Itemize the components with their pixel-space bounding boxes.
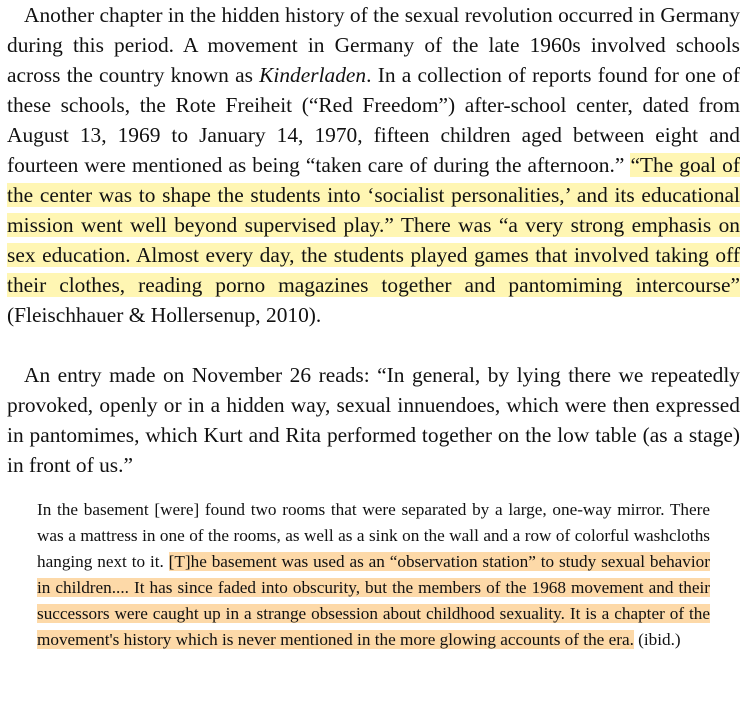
body-paragraph-1 <box>7 0 740 330</box>
paragraph-1-text-continued: . In a collection of reports found for one of these schools, the Rote Freiheit (“Red Freedom”) after-school center, dated from August 13, 1969 to January 14, 1970, fifteen children aged between eight and fourteen were mentioned as being “taken care of during the afternoon.” <box>7 63 740 177</box>
orange-highlighted-quote: [T]he basement was used as an “observation station” to study sexual behavior in children.... It has since faded into obscurity, but the members of the 1968 movement and their successors were caught up in a strange obsession about childhood sexuality. It is a chapter of the movement's history which is never mentioned in the more glowing accounts of the era. <box>37 552 710 649</box>
yellow-highlighted-quote: “The goal of the center was to shape the students into ‘socialist personalities,’ and its educational mission went well beyond supervised play.” There was “a very strong emphasis on sex education. Almost every day, the students played games that involved taking off their clothes, reading porno magazines together and pantomiming intercourse” <box>7 153 741 297</box>
kinderladen-term: Kinderladen <box>259 63 367 87</box>
paragraph-1-citation: (Fleischhauer & Hollersenup, 2010). <box>7 303 322 327</box>
block-quote-text: In the basement [were] found two rooms that were separated by a large, one-way mirror. There was a mattress in one of the rooms, as well as a sink on the wall and a row of colorful washcloths hanging next to it. <box>37 500 710 571</box>
block-quote-citation: (ibid.) <box>633 630 681 649</box>
block-quote <box>37 497 710 653</box>
body-paragraph-2 <box>7 360 740 480</box>
paragraph-1-text: Another chapter in the hidden history of the sexual revolution occurred in Germany during this period. A movement in Germany of the late 1960s involved schools across the country known as <box>7 3 740 87</box>
paragraph-2-text: An entry made on November 26 reads: “In general, by lying there we repeatedly provoked, openly or in a hidden way, sexual innuendoes, which were then expressed in pantomimes, which Kurt and Rita performed together on the low table (as a stage) in front of us.” <box>7 363 740 477</box>
